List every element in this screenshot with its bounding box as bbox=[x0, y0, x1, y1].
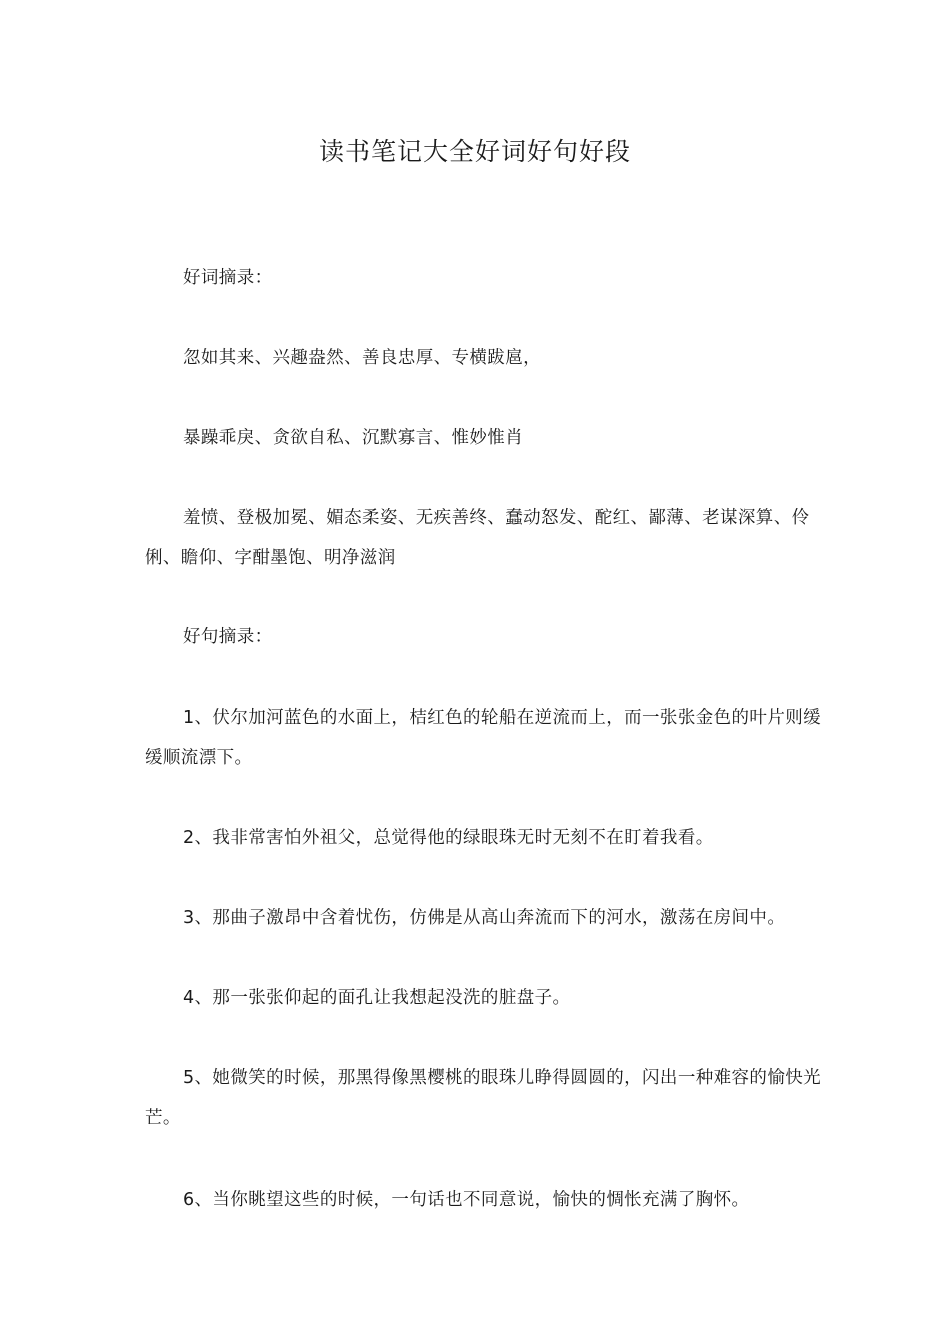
paragraph: 暴躁乖戾、贪欲自私、沉默寡言、惟妙惟肖 bbox=[183, 428, 524, 448]
paragraph: 1、伏尔加河蓝色的水面上，桔红色的轮船在逆流而上，而一张张金色的叶片则缓缓顺流漂下。 bbox=[145, 708, 822, 768]
section-heading-good-words: 好词摘录： bbox=[183, 268, 273, 288]
paragraph: 2、我非常害怕外祖父，总觉得他的绿眼珠无时无刻不在盯着我看。 bbox=[183, 828, 714, 848]
paragraph: 6、当你眺望这些的时候，一句话也不同意说，愉快的惆怅充满了胸怀。 bbox=[183, 1190, 750, 1210]
paragraph: 忽如其来、兴趣盎然、善良忠厚、专横跋扈， bbox=[183, 348, 541, 368]
page-title: 读书笔记大全好词好句好段 bbox=[318, 137, 631, 166]
section-heading-good-sentences: 好句摘录： bbox=[183, 627, 273, 647]
paragraph: 羞愤、登极加冕、媚态柔姿、无疾善终、蠢动怒发、酡红、鄙薄、老谋深算、伶俐、瞻仰、字酣墨饱、明净滋润 bbox=[145, 508, 810, 568]
paragraph: 3、那曲子激昂中含着忧伤，仿佛是从高山奔流而下的河水，激荡在房间中。 bbox=[183, 908, 786, 928]
paragraph: 4、那一张张仰起的面孔让我想起没洗的脏盘子。 bbox=[183, 988, 571, 1008]
paragraph: 5、她微笑的时候，那黑得像黑樱桃的眼珠儿睁得圆圆的，闪出一种难容的愉快光芒。 bbox=[145, 1068, 822, 1128]
